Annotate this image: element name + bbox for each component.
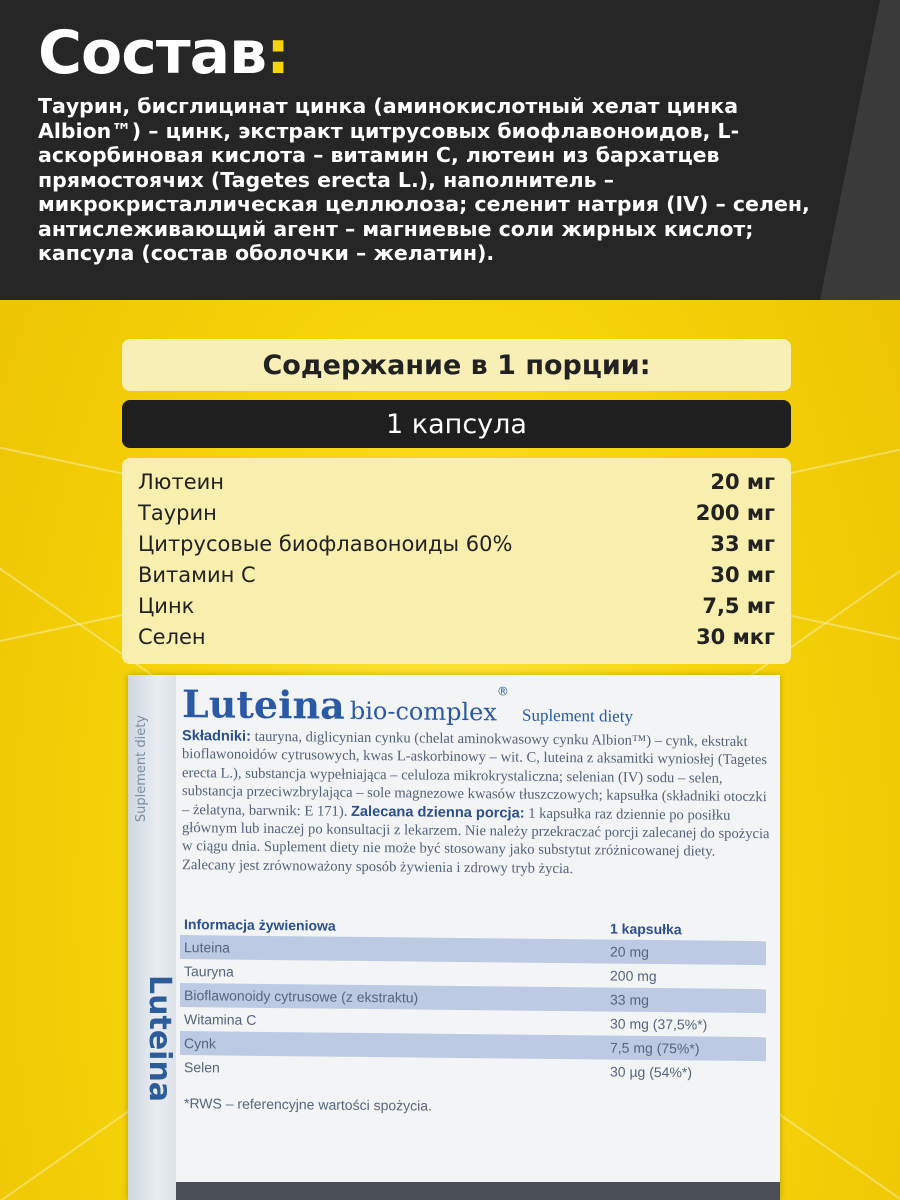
ingredients-label: Składniki: xyxy=(182,728,251,745)
row-name: Cynk xyxy=(184,1035,216,1052)
row-name: Лютеин xyxy=(138,469,224,494)
rws-note: *RWS – referencyjne wartości spożycia. xyxy=(184,1095,432,1114)
package-description xyxy=(182,727,770,880)
table-row xyxy=(138,590,775,621)
table-row xyxy=(138,466,775,497)
package-side xyxy=(128,675,176,1200)
registered-mark: ® xyxy=(496,684,509,699)
composition-text: Таурин, бисглицинат цинка (аминокислотный хелат цинка Albion™) – цинк, экстракт цитрусовых биофлавоноидов, L-аскорбиновая кислота – витамин C, лютеин из бархатцев прямостоячих (Tagetes erecta L.), наполнитель – микрокристаллическая целлюлоза; селенит натрия (IV) – селен, антислеживающий агент – магниевые соли жирных кислот; капсула (состав оболочки – желатин). xyxy=(38,94,810,265)
ingredients-text: tauryna, diglicynian cynku (chelat aminokwasowy cynku Albion™) – cynk, ekstrakt bioflawonoidów cytrusowych, kwas L-askorbinowy – wit. C, luteina z aksamitki wyniosłej (Tagetes erecta L.), substancja wypełniająca – celuloza mikrokrystaliczna; selenian (IV) sodu – selen, substancja przeciwzbrylająca – sole magnezowe kwasów tłuszczowych; kapsułka (składniki otoczki – żelatyna, barwnik: E 171). xyxy=(182,728,768,820)
row-value: 200 мг xyxy=(695,500,775,525)
row-name: Витамин C xyxy=(138,562,256,587)
table-row xyxy=(138,497,775,528)
package-photo xyxy=(128,675,780,1200)
row-name: Цинк xyxy=(138,593,195,618)
row-name: Селен xyxy=(138,624,206,649)
package-bottom-edge xyxy=(176,1182,780,1200)
row-value: 20 мг xyxy=(710,469,775,494)
row-name: Bioflawonoidy cytrusowe (z ekstraktu) xyxy=(184,987,419,1006)
row-name: Luteina xyxy=(184,939,230,956)
row-value: 33 мг xyxy=(710,531,775,556)
header-value: 1 kapsułka xyxy=(610,920,682,938)
header-name: Informacja żywieniowa xyxy=(184,916,336,934)
row-name: Tauryna xyxy=(184,963,234,980)
row-value: 200 mg xyxy=(610,967,657,985)
row-value: 7,5 мг xyxy=(702,593,775,618)
dose-label: Zalecana dzienna porcja: xyxy=(351,803,525,822)
row-value: 30 мкг xyxy=(696,624,775,649)
row-name: Witamina C xyxy=(184,1011,257,1028)
package-nutrition-table xyxy=(180,913,766,1085)
row-value: 30 мг xyxy=(710,562,775,587)
row-name: Selen xyxy=(184,1059,220,1076)
product-type: Suplement diety xyxy=(521,705,633,726)
row-value: 7,5 mg (75%*) xyxy=(610,1039,700,1057)
row-value: 30 µg (54%*) xyxy=(610,1063,692,1081)
brand-name: Luteina xyxy=(182,681,345,728)
side-text: Suplement diety xyxy=(134,715,149,823)
side-brand: Luteina xyxy=(142,975,177,1103)
nutrition-table xyxy=(122,458,791,664)
table-row xyxy=(180,1055,766,1085)
table-row xyxy=(138,559,775,590)
serving-unit: 1 капсула xyxy=(122,400,791,448)
row-value: 20 mg xyxy=(610,943,649,960)
serving-title: Содержание в 1 порции: xyxy=(122,339,791,391)
page-title: Состав: xyxy=(38,18,290,88)
row-name: Таурин xyxy=(138,500,217,525)
dose-text: 1 kapsułka raz dziennie po posiłku głównym lub inaczej po konsultacji z lekarzem. Nie należy przekraczać porcji zalecanej do spożycia w ciągu dnia. Suplement diety nie może być stosowany jako substytut zróżnicowanej diety. Zalecany jest zrównoważony sposób żywienia i zdrowy tryb życia. xyxy=(182,805,770,878)
row-value: 33 mg xyxy=(610,991,649,1008)
row-name: Цитрусовые биофлавоноиды 60% xyxy=(138,531,513,556)
row-value: 30 mg (37,5%*) xyxy=(610,1015,708,1033)
table-row xyxy=(138,621,775,652)
brand-logo xyxy=(182,681,633,731)
table-row xyxy=(138,528,775,559)
package-front xyxy=(176,675,780,1200)
brand-sub: bio-complex xyxy=(349,696,497,727)
